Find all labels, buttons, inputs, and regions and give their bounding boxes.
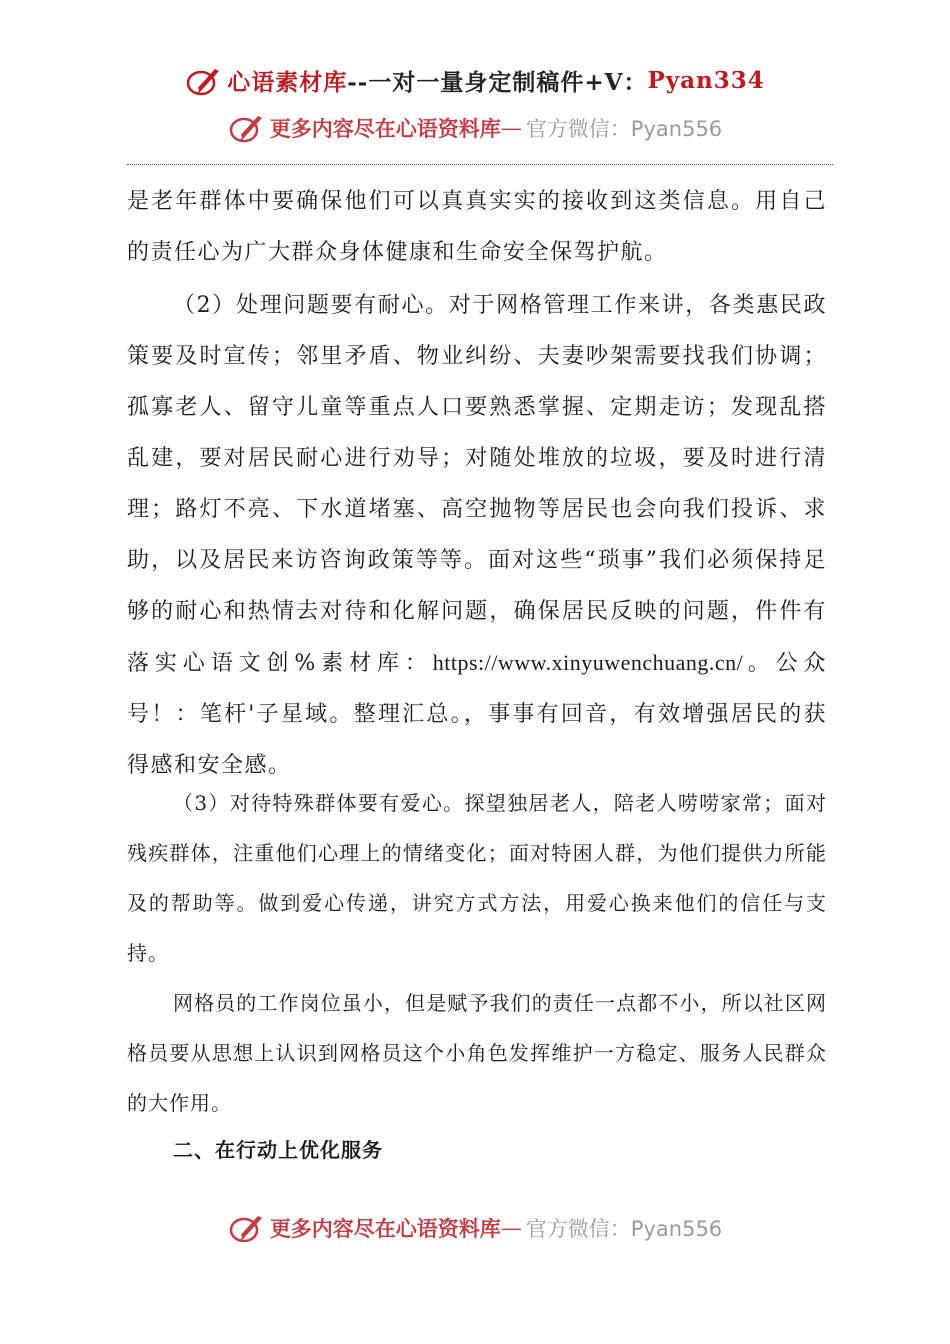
paragraph-2 <box>127 280 827 791</box>
paragraph-3: （3）对待特殊群体要有爱心。探望独居老人，陪老人唠唠家常；面对残疾群体，注重他们心理上的情绪变化；面对特困人群，为他们提供力所能及的帮助等。做到爱心传递，讲究方式方法，用爱心换来他们的信任与支持。 <box>127 791 827 965</box>
document-header <box>0 64 950 97</box>
watermark-official: 官方微信：Pyan556 <box>525 1217 723 1241</box>
brand-name: 心语素材库 <box>227 69 348 96</box>
paragraph-2-tail: 。公众号！：笔杆'子星域。整理汇总。，事事有回音，有效增强居民的获得感和安全感。 <box>127 651 827 778</box>
paragraph-2-text: （2）处理问题要有耐心。对于网格管理工作来讲，各类惠民政策要及时宣传；邻里矛盾、物业纠纷、夫妻吵架需要找我们协调；孤寡老人、留守儿童等重点人口要熟悉掌握、定期走访；发现乱搭乱建，要对居民耐心进行劝导；对随处堆放的垃圾，要及时进行清理；路灯不亮、下水道堵塞、高空抛物等居民也会向我们投诉、求助，以及居民来访咨询政策等等。面对这些“琐事”我们必须保持足够的耐心和热情去对待和化解问题，确保居民反映的问题，件件有落实心语文创%素材库： <box>127 293 827 676</box>
watermark-official: 官方微信：Pyan556 <box>525 117 723 141</box>
watermark-text: 更多内容尽在心语资料库 <box>269 1216 501 1241</box>
paragraph-1: 是老年群体中要确保他们可以真真实实的接收到这类信息。用自己的责任心为广大群众身体健康和生命安全保驾护航。 <box>127 189 827 265</box>
header-contact: Pyan334 <box>647 67 765 94</box>
watermark-top <box>0 112 950 144</box>
watermark-separator: — <box>500 1216 522 1240</box>
watermark-text: 更多内容尽在心语资料库 <box>269 116 501 141</box>
watermark-footer <box>0 1212 950 1244</box>
website-url[interactable]: https://www.xinyuwenchuang.cn/ <box>432 650 744 675</box>
quill-pen-icon <box>185 65 225 97</box>
quill-pen-icon <box>228 1212 268 1244</box>
section-heading: 二、在行动上优化服务 <box>173 1138 383 1162</box>
watermark-separator: — <box>500 116 522 140</box>
header-tagline: --一对一量身定制稿件+V： <box>347 69 648 96</box>
header-divider <box>127 164 833 165</box>
quill-pen-icon <box>228 112 268 144</box>
paragraph-4: 网格员的工作岗位虽小，但是赋予我们的责任一点都不小，所以社区网格员要从思想上认识到网格员这个小角色发挥维护一方稳定、服务人民群众的大作用。 <box>127 991 827 1115</box>
